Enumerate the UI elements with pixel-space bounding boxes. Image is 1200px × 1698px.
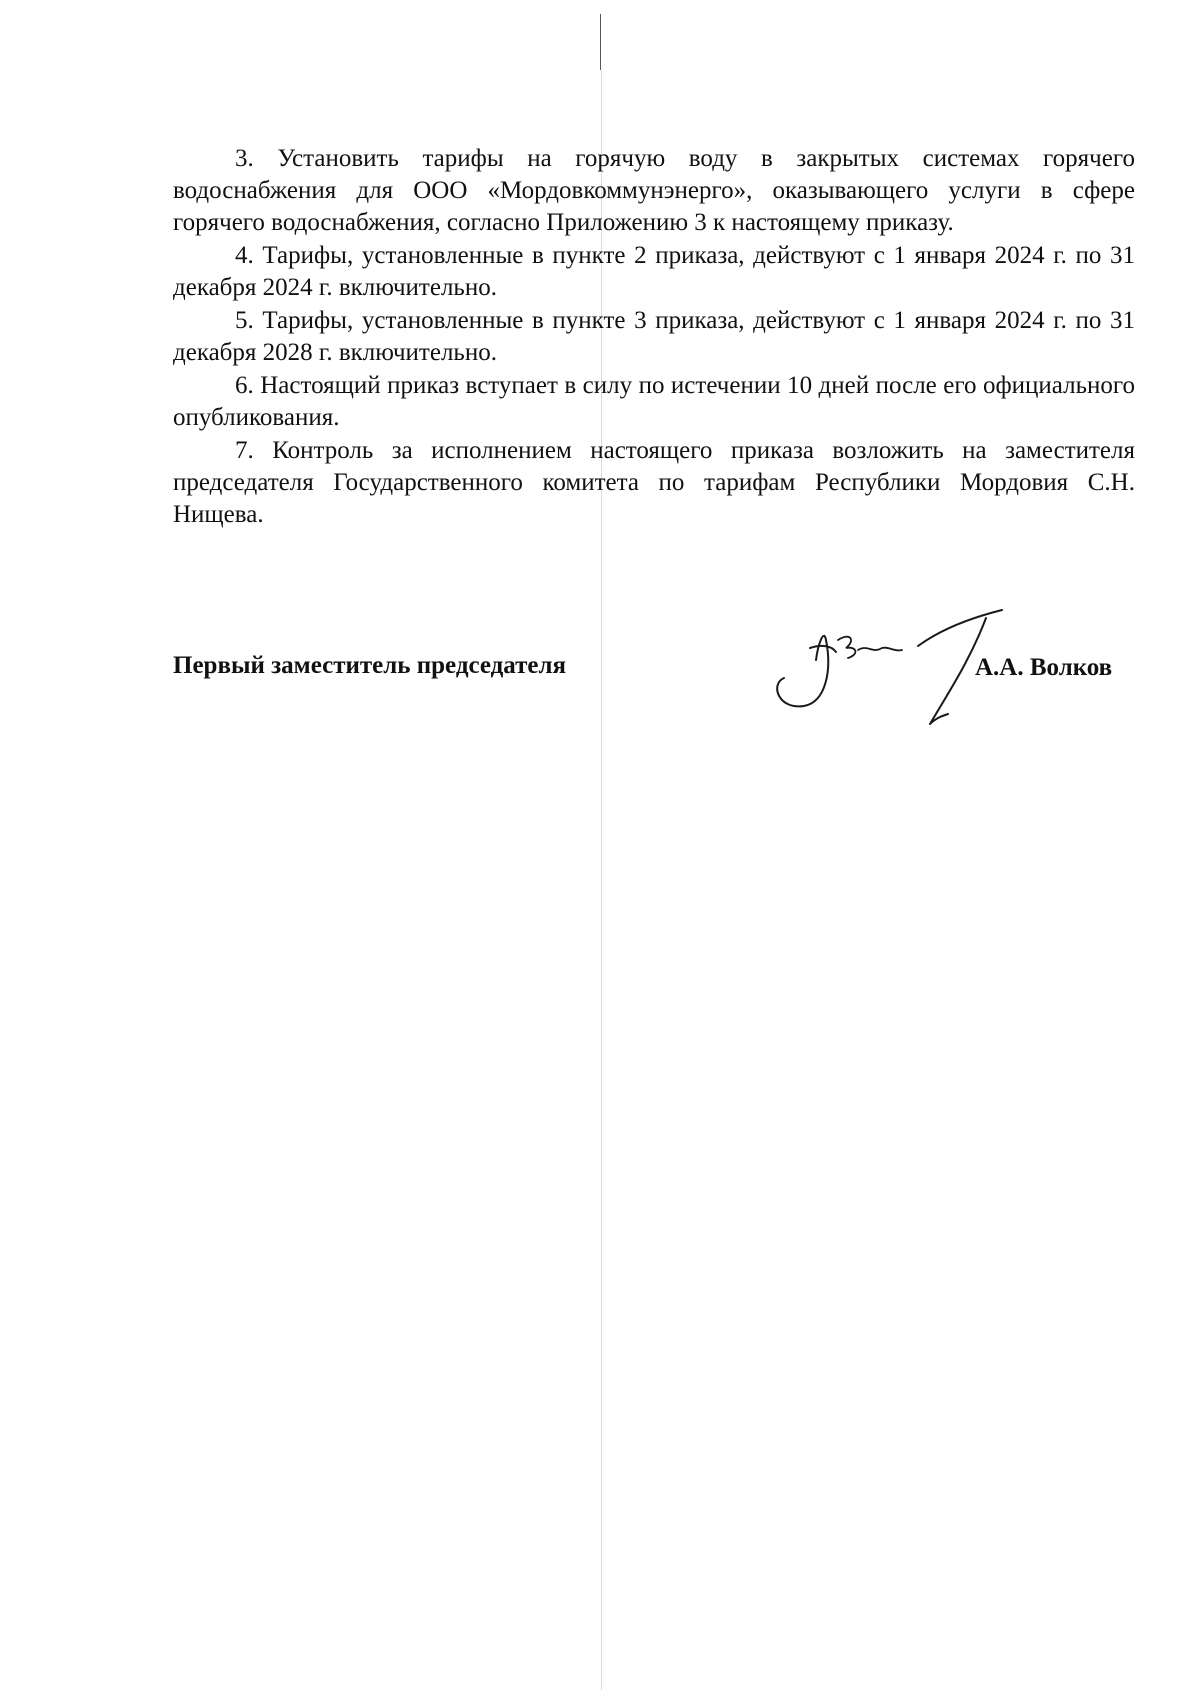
paragraph-7: 7. Контроль за исполнением настоящего приказа возложить на заместителя председателя Государственного комитета по тарифам Республики Мордовия С.Н. Нищева. — [173, 437, 1135, 528]
fold-mark — [600, 14, 601, 70]
paragraph-3: 3. Установить тарифы на горячую воду в закрытых системах горячего водоснабжения для ООО «Мордовкоммунэнерго», оказывающего услуги в сфере горячего водоснабжения, согласно Приложению 3 к настоящему приказу. — [173, 145, 1135, 236]
paragraph-5: 5. Тарифы, установленные в пункте 3 приказа, действуют с 1 января 2024 г. по 31 декабря 2028 г. включительно. — [173, 307, 1135, 366]
paragraph-6: 6. Настоящий приказ вступает в силу по истечении 10 дней после его официального опубликования. — [173, 372, 1135, 431]
paragraph-4: 4. Тарифы, установленные в пункте 2 приказа, действуют с 1 января 2024 г. по 31 декабря 2024 г. включительно. — [173, 242, 1135, 301]
document-body — [173, 143, 1135, 532]
signatory-title: Первый заместитель председателя — [173, 652, 567, 679]
signatory-name: А.А. Волков — [975, 654, 1113, 681]
